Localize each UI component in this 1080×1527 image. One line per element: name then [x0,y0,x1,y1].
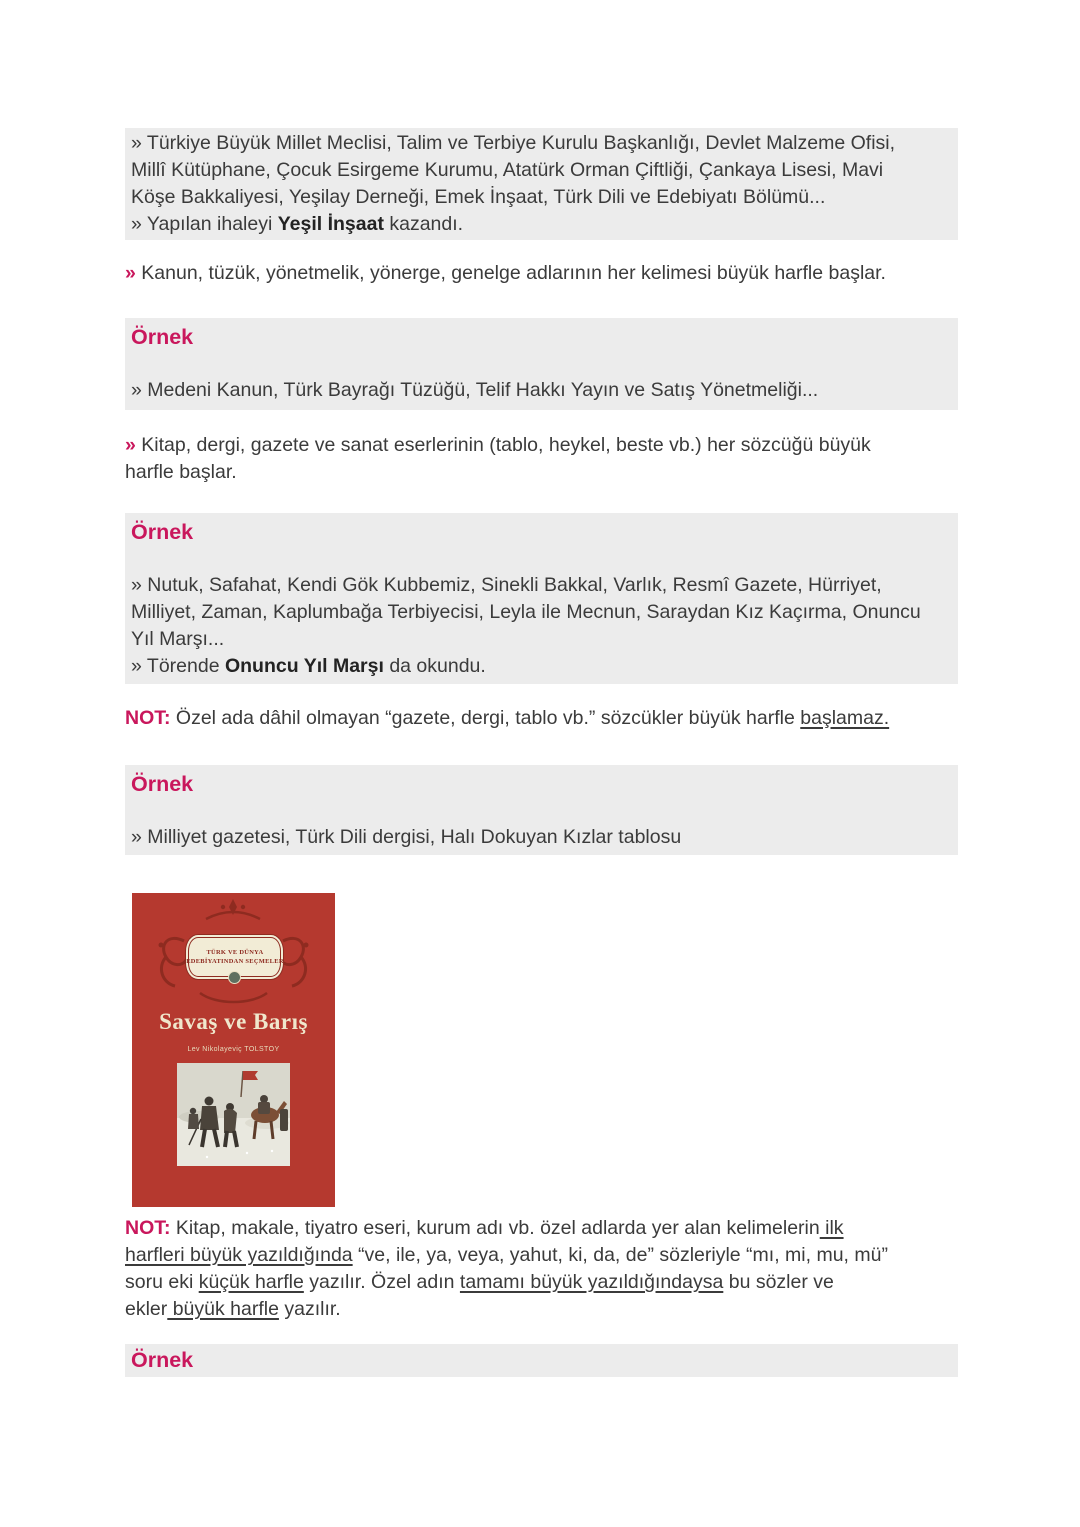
spacer [131,351,952,377]
text-segment: Kitap, makale, tiyatro eseri, kurum adı vb. özel adlarda yer alan kelimelerin [170,1217,820,1239]
text-line: Köşe Bakkaliyesi, Yeşilay Derneği, Emek İnşaat, Türk Dili ve Edebiyatı Bölümü... [131,186,826,208]
book-author: Lev Nikolayeviç TOLSTOY [187,1046,280,1053]
text-segment: yazılır. [278,1298,341,1320]
text-line: harfle başlar. [125,461,237,483]
text-line: » Nutuk, Safahat, Kendi Gök Kubbemiz, Sinekli Bakkal, Varlık, Resmî Gazete, Hürriyet, [131,574,882,596]
text-line [125,1242,958,1269]
text-line: » Milliyet gazetesi, Türk Dili dergisi, Halı Dokuyan Kızlar tablosu [131,826,682,848]
text-segment: Özel ada dâhil olmayan “gazete, dergi, tablo vb.” sözcükler büyük harfle [170,707,801,729]
bold-text: Onuncu Yıl Marşı [224,655,384,677]
pink-bullet: » [125,434,136,456]
underlined-text: tamamı büyük yazıldığındaysa [459,1271,724,1293]
text-segment: Kanun, tüzük, yönetmelik, yönerge, genelge adlarının her kelimesi büyük harfle başlar. [135,262,886,284]
text-line [125,1215,958,1242]
text-segment: kazandı. [383,213,464,235]
text-line [131,653,952,680]
book-cover-image [132,893,335,1207]
spacer [131,546,952,572]
note-paragraph-2 [125,1215,958,1323]
content-column [125,0,958,1377]
example-box-ornek-1 [125,318,958,410]
rule-paragraph-kanun [125,260,958,287]
text-line: Yıl Marşı... [131,628,225,650]
example-box-ornek-4 [125,1344,958,1377]
series-number-badge [228,971,241,984]
text-segment: da okundu. [383,655,486,677]
series-title-line2: EDEBİYATINDAN SEÇMELER [185,957,284,965]
text-segment: “ve, ile, ya, veya, yahut, ki, da, de” sözleriyle “mı, mi, mu, mü” [352,1244,888,1266]
underlined-text: büyük harfle [167,1298,279,1320]
text-line: Millî Kütüphane, Çocuk Esirgeme Kurumu, Atatürk Orman Çiftliği, Çankaya Lisesi, Mavi [131,159,884,181]
note-label: NOT: [125,1217,171,1239]
underlined-text: ilk [819,1217,844,1239]
ornek-heading: Örnek [131,772,194,796]
text-line [125,1296,958,1323]
example-box-ornek-3 [125,765,958,855]
text-line [125,1269,958,1296]
underlined-text: küçük harfle [198,1271,304,1293]
underlined-text: başlamaz. [800,707,890,729]
series-title-line1: TÜRK VE DÜNYA [206,948,263,956]
example-box-institutions [125,128,958,240]
text-segment: ekler [125,1298,168,1320]
text-line: Milliyet, Zaman, Kaplumbağa Terbiyecisi, Leyla ile Mecnun, Saraydan Kız Kaçırma, Onuncu [131,601,921,623]
note-label: NOT: [125,707,171,729]
text-line [131,211,952,238]
text-segment: Kitap, dergi, gazete ve sanat eserlerinin (tablo, heykel, beste vb.) her sözcüğü büyük [135,434,871,456]
rule-paragraph-kitap [125,432,958,486]
text-line: » Medeni Kanun, Türk Bayrağı Tüzüğü, Telif Hakkı Yayın ve Satış Yönetmeliği... [131,379,819,401]
text-segment: yazılır. Özel adın [303,1271,460,1293]
text-segment: » Yapılan ihaleyi [131,213,278,235]
text-line [125,432,958,459]
text-segment: bu sözler ve [723,1271,834,1293]
text-segment: soru eki [125,1271,199,1293]
underlined-text: harfleri büyük yazıldığında [125,1244,353,1266]
text-segment: » Törende [131,655,225,677]
ornek-heading: Örnek [131,325,194,349]
ornek-heading: Örnek [131,520,194,544]
pink-bullet: » [125,262,136,284]
text-line: » Türkiye Büyük Millet Meclisi, Talim ve Terbiye Kurulu Başkanlığı, Devlet Malzeme Ofisi, [131,132,896,154]
spacer [131,798,952,824]
cover-illustration-winter-scene [177,1063,290,1166]
ornek-heading: Örnek [131,1348,194,1372]
note-paragraph-1 [125,705,958,732]
example-box-ornek-2 [125,513,958,684]
bold-text: Yeşil İnşaat [277,213,384,235]
book-title: Savaş ve Barış [159,1009,308,1034]
